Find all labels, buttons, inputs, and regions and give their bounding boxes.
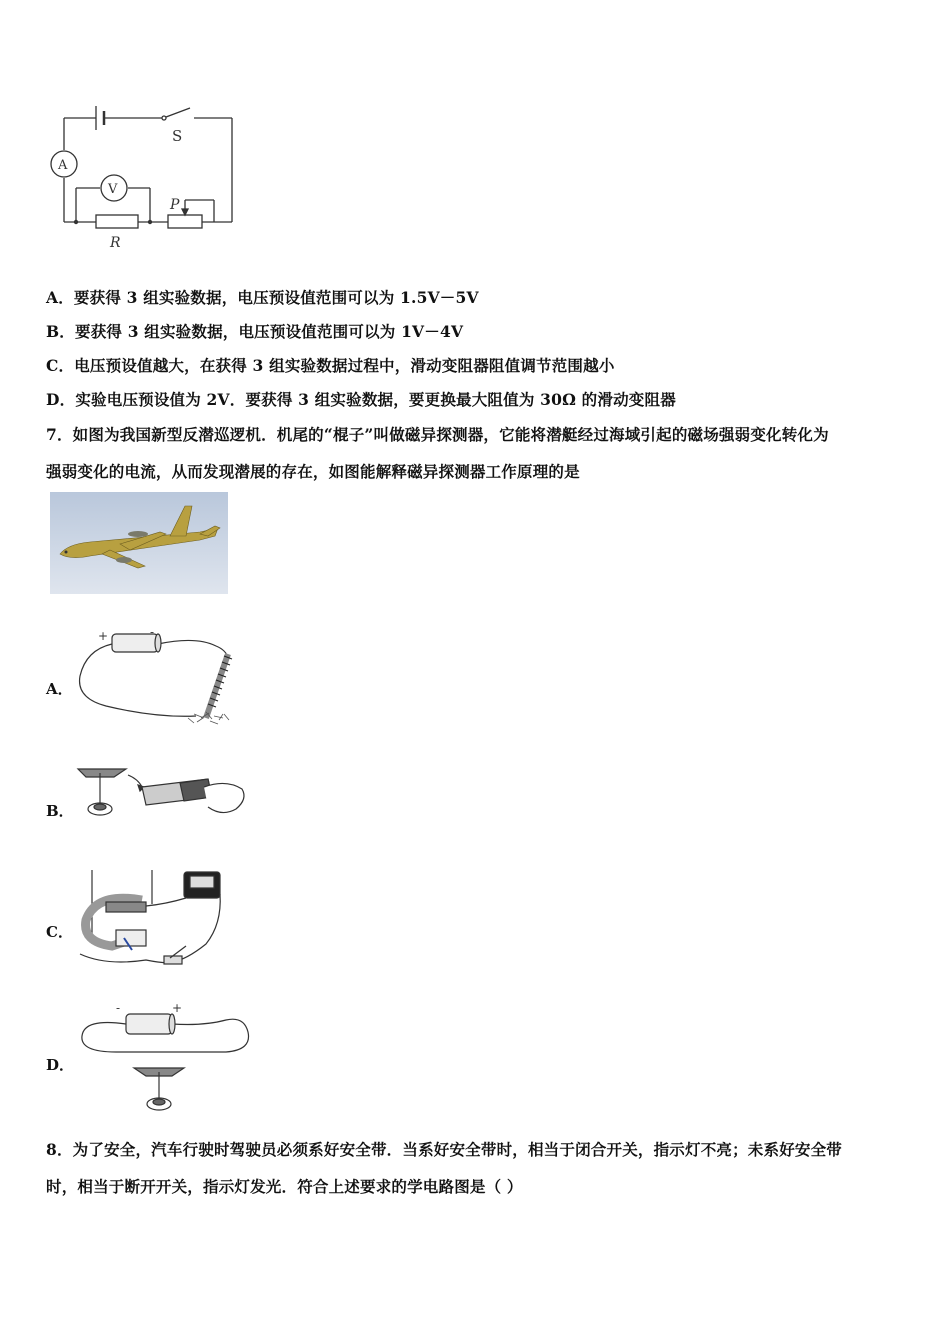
q8-stem-line-2: 时，相当于断开开关，指示灯发光．符合上述要求的学电路图是（ ） (46, 1177, 523, 1196)
q7-option-a-label: A． (46, 680, 73, 698)
patrol-plane-photo (50, 492, 228, 594)
q7-option-d-label: D． (46, 1056, 75, 1074)
figure-b-compass-magnet (76, 765, 254, 829)
figure-a-electromagnet (76, 626, 246, 730)
q7-stem-line-1: 7．如图为我国新型反潜巡逻机．机尾的“棍子”叫做磁异探测器，它能将潜艇经过海域引起的磁场强弱变化转化为 (46, 425, 829, 444)
q6-option-c: C．电压预设值越大，在获得 3 组实验数据过程中，滑动变阻器阻值调节范围越小 (46, 356, 615, 375)
q6-option-b: B．要获得 3 组实验数据，电压预设值范围可以为 1V－4V (46, 322, 464, 341)
circuit-diagram (44, 96, 244, 256)
figure-c-induction-setup (76, 864, 226, 974)
q6-option-d: D．实验电压预设值为 2V．要获得 3 组实验数据，要更换最大阻值为 30Ω 的滑动变阻器 (46, 390, 676, 409)
figure-a-plus-sign: + (98, 629, 109, 643)
voltmeter-label: V (108, 182, 118, 197)
figure-d-oersted (76, 998, 254, 1114)
q6-option-a: A．要获得 3 组实验数据，电压预设值范围可以为 1.5V－5V (46, 288, 479, 307)
q7-option-c-label: C． (46, 923, 73, 941)
q8-stem-line-1: 8．为了安全，汽车行驶时驾驶员必须系好安全带．当系好安全带时，相当于闭合开关，指示灯不亮；未系好安全带 (46, 1140, 842, 1159)
rheostat-label: P (170, 197, 180, 213)
q7-stem-line-2: 强弱变化的电流，从而发现潜展的存在，如图能解释磁异探测器工作原理的是 (46, 462, 580, 481)
ammeter-label: A (58, 158, 68, 173)
resistor-label: R (110, 235, 121, 251)
figure-d-minus-sign: - (116, 1001, 121, 1015)
figure-d-plus-sign: + (172, 1001, 183, 1015)
figure-a-minus-sign: - (150, 626, 155, 639)
switch-label: S (172, 127, 183, 145)
q7-option-b-label: B． (46, 802, 74, 820)
